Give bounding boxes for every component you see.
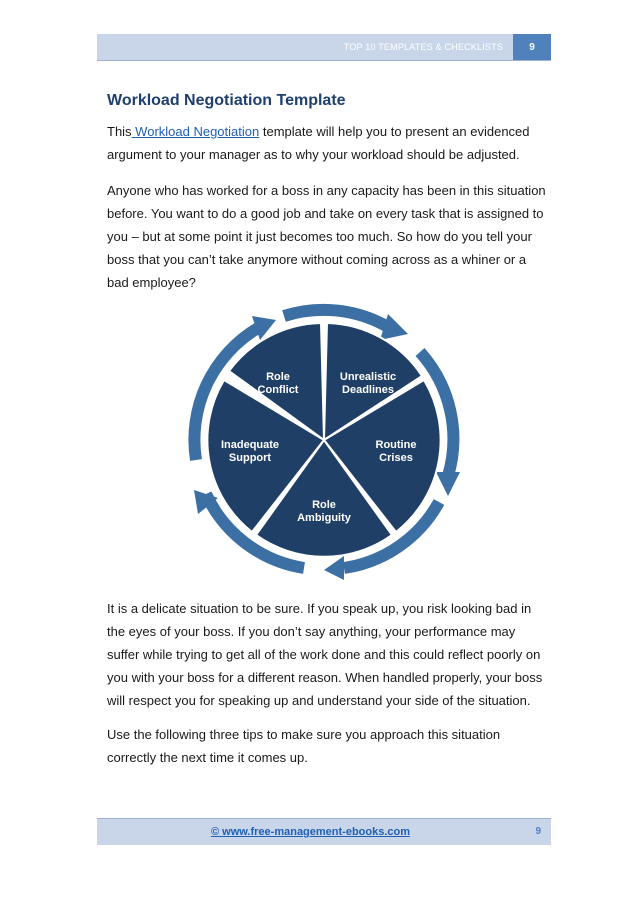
intro-paragraph: [107, 120, 547, 166]
document-title: Workload Negotiation Template: [107, 92, 346, 109]
ring-arrow-3: [324, 556, 344, 580]
page-header: [97, 34, 551, 61]
label-routine-crises: Routine Crises: [375, 439, 417, 464]
workload-negotiation-link[interactable]: Workload Negotiation: [131, 124, 260, 139]
footer-page-number: 9: [535, 826, 541, 837]
ring-arrow-1: [380, 314, 408, 340]
header-page-number: 9: [513, 34, 551, 60]
copyright-symbol: ©: [211, 826, 220, 838]
ring-arrow-2: [436, 472, 460, 496]
paragraph-tips: Use the following three tips to make sure you approach this situation correctly the next time it comes up.: [107, 727, 501, 765]
paragraph-situation: Anyone who has worked for a boss in any capacity has been in this situation before. You want to do a good job and take on every task that is assigned to you – but at some point it just becomes too much. So how do you tell your boss that you can’t take anymore without coming across as a whiner or a bad employee?: [107, 183, 546, 290]
header-title: TOP 10 TEMPLATES & CHECKLISTS: [343, 42, 503, 52]
label-unrealistic-deadlines: Unrealistic Deadlines: [339, 371, 397, 396]
label-role-conflict: Role Conflict: [257, 371, 299, 396]
label-role-ambiguity: Role Ambiguity: [297, 499, 351, 524]
workload-cycle-diagram: [178, 298, 470, 580]
footer-url: www.free-management-ebooks.com: [219, 826, 411, 838]
page-footer: [97, 818, 551, 845]
label-inadequate-support: Inadequate Support: [220, 439, 280, 464]
intro-rest: template will help you to present an evidenced argument to your manager as to why your workload should be adjusted.: [107, 124, 530, 162]
intro-prefix: This: [107, 124, 132, 139]
footer-link[interactable]: [211, 826, 410, 838]
paragraph-delicate: It is a delicate situation to be sure. If you speak up, you risk looking bad in the eyes of your boss. If you don’t say anything, your performance may suffer while trying to get all of the work done and this could reflect poorly on you with your boss for a different reason. When handled properly, your boss will respect you for speaking up and understand your side of the situation.: [107, 601, 543, 708]
